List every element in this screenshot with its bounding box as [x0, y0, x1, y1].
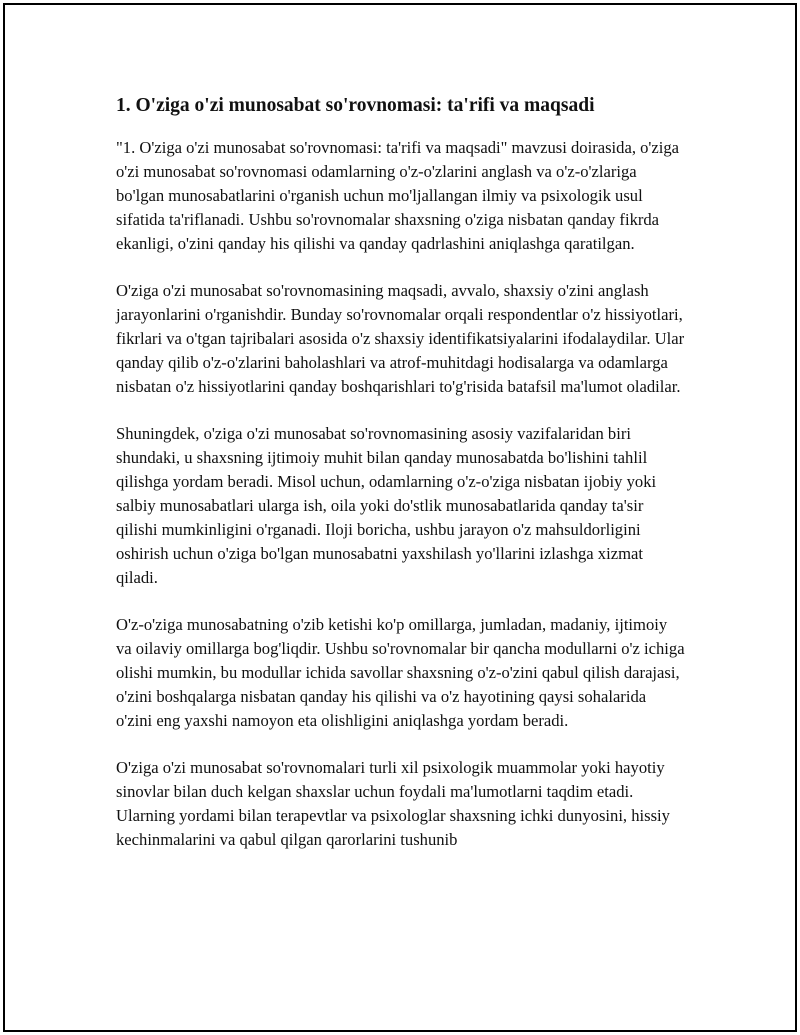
paragraph-4: O'z-o'ziga munosabatning o'zib ketishi ko'p omillarga, jumladan, madaniy, ijtimoiy va oilaviy omillarga bog'liqdir. Ushbu so'rovnomalar bir qancha modullarni o'z ichiga olishi mumkin, bu modullar ichida savollar shaxsning o'z-o'zini qabul qilish darajasi, o'zini boshqalarga nisbatan qanday his qilishi va o'z hayotining qaysi sohalarida o'zini eng yaxshi namoyon eta olishligini aniqlashga yordam beradi.	[116, 615, 685, 730]
document-body	[116, 92, 686, 875]
section-heading: 1. O'ziga o'zi munosabat so'rovnomasi: ta'rifi va maqsadi	[116, 95, 595, 116]
paragraph-1: "1. O'ziga o'zi munosabat so'rovnomasi: ta'rifi va maqsadi" mavzusi doirasida, o'ziga o'zi munosabat so'rovnomasi odamlarning o'z-o'zlarini anglash va o'z-o'zlariga bo'lgan munosabatlarini o'rganish uchun mo'ljallangan ilmiy va psixologik usul sifatida ta'riflanadi. Ushbu so'rovnomalar shaxsning o'ziga nisbatan qanday fikrda ekanligi, o'zini qanday his qilishi va qanday qadrlashini aniqlashga qaratilgan.	[116, 138, 680, 253]
paragraph-5: O'ziga o'zi munosabat so'rovnomalari turli xil psixologik muammolar yoki hayotiy sinovlar bilan duch kelgan shaxslar uchun foydali ma'lumotlarni taqdim etadi. Ularning yordami bilan terapevtlar va psixologlar shaxsning ichki dunyosini, hissiy kechinmalarini va qabul qilgan qarorlarini tushunib	[116, 758, 670, 849]
paragraph-2: O'ziga o'zi munosabat so'rovnomasining maqsadi, avvalo, shaxsiy o'zini anglash jarayonlarini o'rganishdir. Bunday so'rovnomalar orqali respondentlar o'z hissiyotlari, fikrlari va o'tgan tajribalari asosida o'z shaxsiy identifikatsiyalarini ifodalaydilar. Ular qanday qilib o'z-o'zlarini baholashlari va atrof-muhitdagi hodisalarga va odamlarga nisbatan o'z hissiyotlarini qanday boshqarishlari to'g'risida batafsil ma'lumot oladilar.	[116, 281, 685, 396]
paragraph-3: Shuningdek, o'ziga o'zi munosabat so'rovnomasining asosiy vazifalaridan biri shundaki, u shaxsning ijtimoiy muhit bilan qanday munosabatda bo'lishini tahlil qilishga yordam beradi. Misol uchun, odamlarning o'z-o'ziga nisbatan ijobiy yoki salbiy munosabatlari ularga ish, oila yoki do'stlik munosabatlarida qanday ta'sir qilishi mumkinligini o'rganadi. Iloji boricha, ushbu jarayon o'z mahsuldorligini oshirish uchun o'ziga bo'lgan munosabatni yaxshilash yo'llarini izlashga xizmat qiladi.	[116, 424, 657, 587]
